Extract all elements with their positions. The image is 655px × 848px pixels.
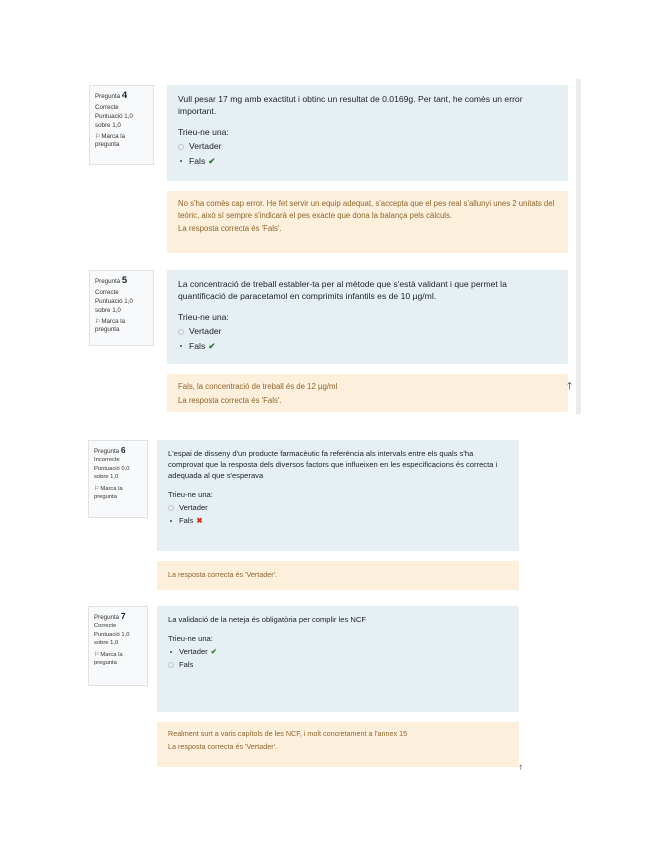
question-state: Incorrecte [94, 457, 120, 464]
option-false[interactable]: Fals ✔ [178, 155, 557, 167]
option-false[interactable]: Fals [168, 659, 508, 670]
check-icon: ✔ [208, 340, 216, 351]
question-info-4 [89, 85, 154, 165]
question-info-5 [89, 270, 154, 346]
question-number: Pregunta 6 [94, 445, 126, 455]
question-prompt: La concentració de treball establer-ta per al mètode que s'està validant i que permet la quantificació de paracetamol en comprimits infantils es de 10 µg/ml. [178, 279, 507, 302]
flag-question-link[interactable]: ⚐Marca la pregunta [94, 485, 123, 500]
answer-prompt: Trieu-ne una: [178, 311, 229, 322]
question-state: Correcte [95, 103, 119, 111]
question-info-7 [88, 606, 148, 686]
question-prompt: L'espai de disseny d'un producte farmacèutic fa referència als intervals entre els quals s'ha comprovat que la resposta dels diversos factors que influeixen en les especificacions és correcta i adequada al que s'esperava [168, 449, 498, 480]
feedback-text: No s'ha comès cap error. He fet servir un equip adequat, s'accepta que el pes real s'allunyi unes 2 unitats del teòric, això sí sempre s'indicarà el pes exacte que dona la balança pels càlculs. [178, 199, 555, 220]
question-text-7 [157, 606, 519, 712]
question-info-6 [88, 440, 148, 518]
scrollbar[interactable] [576, 79, 581, 414]
check-icon: ✔ [210, 647, 218, 656]
feedback-5 [167, 374, 568, 412]
option-false[interactable]: Fals ✔ [178, 340, 557, 352]
flag-icon: ⚐ [95, 318, 101, 325]
flag-icon: ⚐ [94, 651, 100, 658]
question-prompt: Vull pesar 17 mg amb exactitut i obtinc un resultat de 0.0169g. Per tant, he comès un error important. [178, 94, 523, 117]
question-state: Correcte [95, 288, 119, 296]
question-prompt: La validació de la neteja és obligatòria per complir les NCF [168, 615, 366, 624]
question-score: Puntuació 1,0 sobre 1,0 [95, 113, 133, 129]
answer-prompt: Trieu-ne una: [168, 490, 213, 499]
feedback-text: Fals, la concentració de treball és de 12 µg/ml [178, 382, 338, 391]
option-true[interactable]: Vertader ✔ [168, 646, 508, 657]
flag-question-link[interactable]: ⚐Marca la pregunta [94, 651, 123, 666]
question-score: Puntuació 1,0 sobre 1,0 [95, 298, 133, 314]
option-false[interactable]: Fals ✖ [168, 515, 508, 526]
option-true[interactable]: Vertader [178, 140, 557, 152]
radio-false[interactable] [178, 158, 184, 164]
cross-icon: ✖ [196, 516, 203, 525]
radio-false[interactable] [178, 343, 184, 349]
question-number: Pregunta 7 [94, 611, 126, 621]
question-number: Pregunta 5 [95, 275, 128, 286]
right-answer: La resposta correcta és 'Vertader'. [168, 741, 278, 751]
radio-false[interactable] [168, 518, 174, 524]
flag-question-link[interactable]: ⚐Marca la pregunta [95, 317, 126, 334]
radio-true[interactable] [178, 144, 184, 150]
question-state: Correcte [94, 623, 117, 630]
right-answer: La resposta correcta és 'Fals'. [178, 395, 282, 405]
radio-true[interactable] [168, 649, 174, 655]
back-to-top-icon[interactable]: 🡑 [519, 765, 523, 772]
back-to-top-icon[interactable]: 🡑 [567, 381, 573, 392]
feedback-6 [157, 561, 519, 590]
question-text-5 [167, 270, 568, 364]
option-true[interactable]: Vertader [168, 502, 508, 513]
check-icon: ✔ [208, 155, 216, 166]
option-true[interactable]: Vertader [178, 325, 557, 337]
answer-prompt: Trieu-ne una: [168, 634, 213, 643]
answer-prompt: Trieu-ne una: [178, 126, 229, 137]
flag-icon: ⚐ [94, 485, 100, 492]
question-score: Puntuació 0,0 sobre 1,0 [94, 466, 130, 481]
feedback-text: Realment surt a varis capítols de les NCF, i molt concretament a l'annex 15 [168, 729, 408, 738]
feedback-4 [167, 191, 568, 253]
radio-true[interactable] [178, 329, 184, 335]
question-number: Pregunta 4 [95, 90, 128, 101]
flag-question-link[interactable]: ⚐Marca la pregunta [95, 132, 126, 149]
question-text-4 [167, 85, 568, 181]
question-score: Puntuació 1,0 sobre 1,0 [94, 632, 130, 647]
right-answer: La resposta correcta és 'Vertader'. [168, 570, 278, 579]
right-answer: La resposta correcta és 'Fals'. [178, 224, 282, 234]
radio-true[interactable] [168, 505, 174, 511]
flag-icon: ⚐ [95, 133, 101, 140]
question-text-6 [157, 440, 519, 551]
feedback-7 [157, 722, 519, 767]
radio-false[interactable] [168, 662, 174, 668]
